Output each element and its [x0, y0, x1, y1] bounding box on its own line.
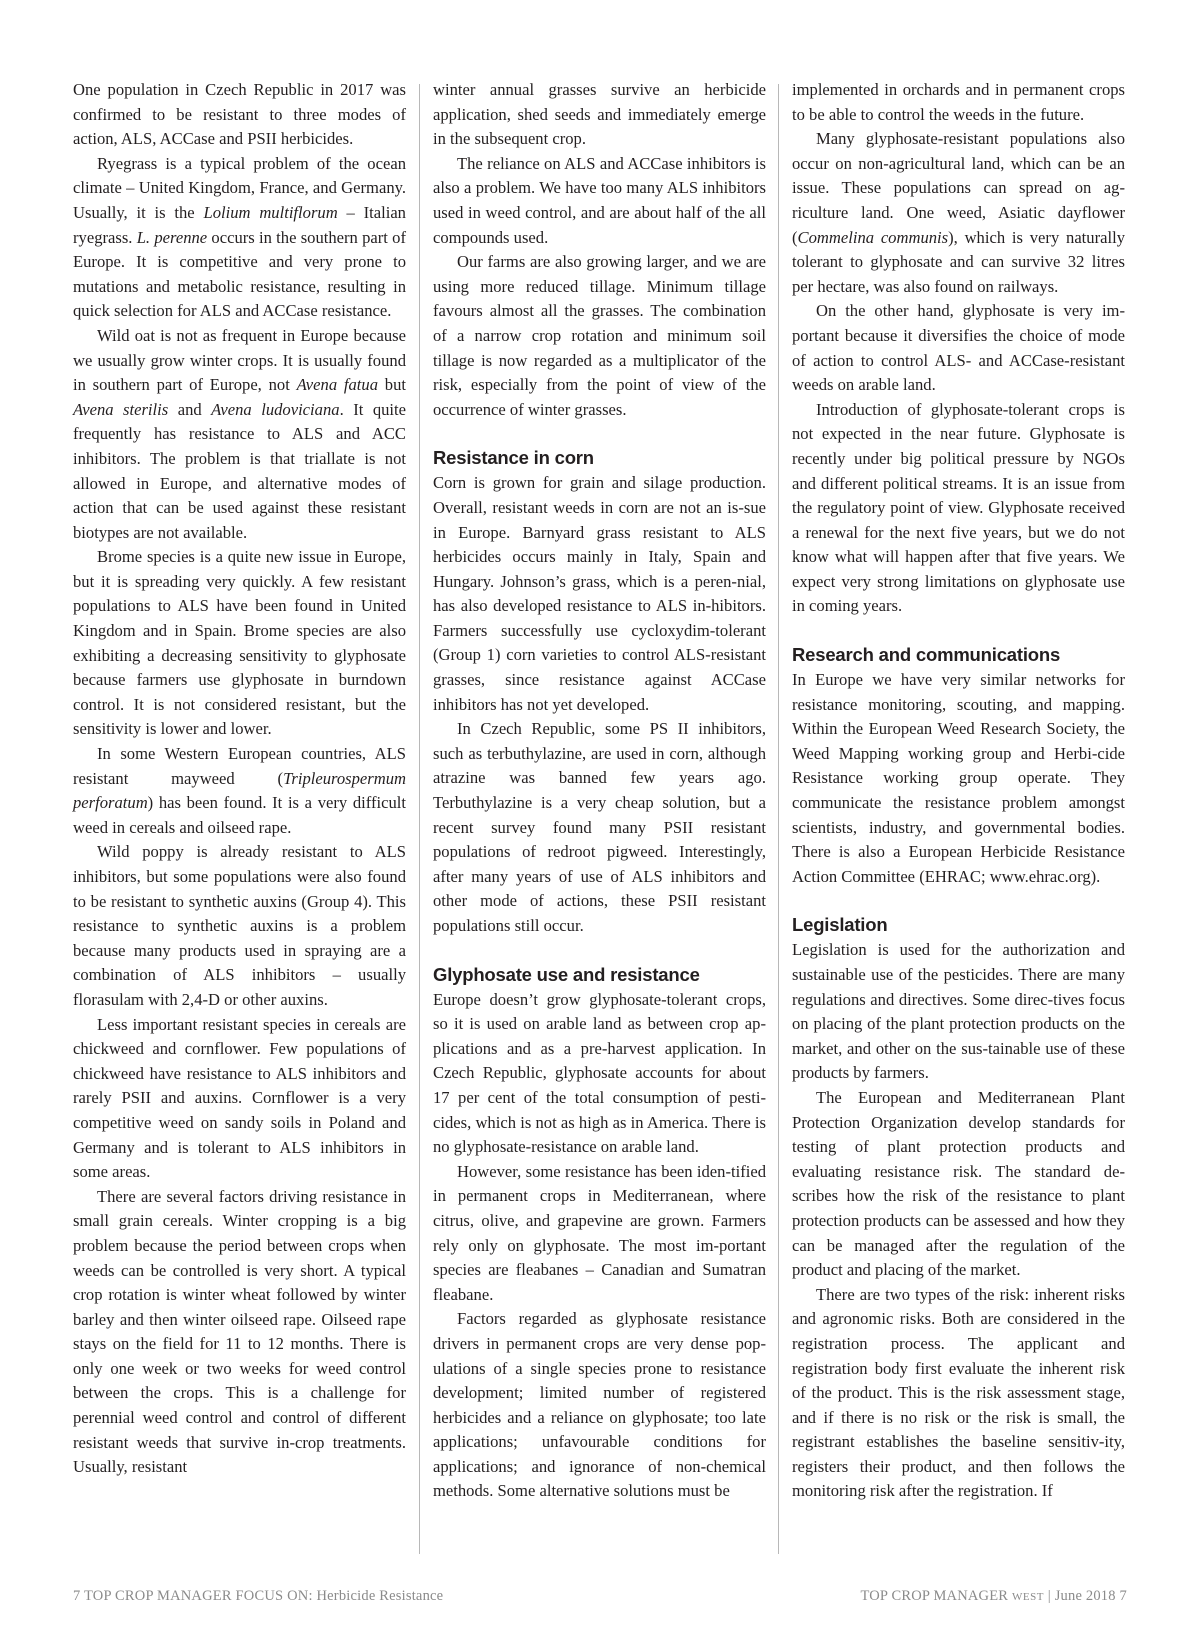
footer-publication: TOP CROP MANAGER: [860, 1588, 1009, 1604]
footer-edition: WEST: [1012, 1591, 1044, 1603]
text-run: Wild poppy is already resistant to ALS inhibitors, but some populations were also found to be resistant to synthetic auxins (Group 4). This resistance to synthetic auxins is a problem because many products used in spraying are a combination of ALS inhibitors – usually florasulam with 2,4-D or other auxins.: [73, 842, 406, 1009]
text-run: ), which is very naturally tolerant to glyphosate and can survive 32 litres per hectare, was also found on railways.: [792, 227, 1126, 296]
paragraph: [73, 742, 406, 840]
section-heading: Research and communications: [792, 644, 1061, 666]
paragraph: [792, 398, 1125, 619]
section-heading: Resistance in corn: [433, 447, 594, 469]
footer-left-folio: 7 TOP CROP MANAGER FOCUS ON: Herbicide Resistance: [73, 1588, 444, 1604]
text-run: Many glyphosate-resistant populations also occur on non-agricultural land, which can be an issue. These populations can spread on ag-riculture land. One weed, Asiatic dayflower (: [792, 129, 1125, 247]
text-run: Corn is grown for grain and silage production. Overall, resistant weeds in corn are not an is-sue in Europe. Barnyard grass resistant to ALS herbicides occurs mainly in Italy, Spain and Hungary. Johnson’s grass, which is a peren-nial, has also developed resistance to ALS in-hibitors. Farmers successfully use cycloxydim-tolerant (Group 1) corn varieties to control ALS-resistant grasses, since resistance against ACCase inhibitors has not yet developed.: [433, 473, 766, 714]
article-column-3: [792, 78, 1125, 1504]
text-run: Brome species is a quite new issue in Europe, but it is spreading very quickly. A few resistant populations to ALS have been found in United Kingdom and in Spain. Brome species are also exhibiting a decreasing sensitivity to glyphosate because farmers use glyphosate in burndown control. It is not considered resistant, but the sensitivity is lower and lower.: [73, 547, 406, 739]
paragraph: [792, 78, 1125, 127]
text-run: ) has been found. It is a very difficult weed in cereals and oilseed rape.: [73, 793, 406, 837]
paragraph: [792, 1086, 1125, 1283]
paragraph: [792, 938, 1125, 1086]
paragraph: [433, 78, 766, 152]
text-run: and: [168, 399, 212, 419]
text-run: However, some resistance has been iden-tified in permanent crops in Mediterranean, where citrus, olive, and grapevine are grown. Farmers rely only on glyphosate. The most im-portant species are fleabanes – Canadian and Sumatran fleabane.: [433, 1161, 766, 1304]
column-divider: [778, 84, 779, 1554]
paragraph: [792, 299, 1125, 397]
text-run: The reliance on ALS and ACCase inhibitors is also a problem. We have too many ALS inhibitors used in weed control, and are about half of the all compounds used.: [433, 153, 766, 247]
article-column-1: [73, 78, 406, 1480]
italic-species-name: Commelina communis: [797, 227, 949, 247]
paragraph: [433, 1307, 766, 1504]
text-run: Ryegrass is a typical problem of the ocean climate – United Kingdom, France, and Germany. Usually, it is the: [73, 153, 406, 222]
italic-species-name: L. perenne: [136, 227, 208, 247]
italic-species-name: Tripleurospermum perforatum: [73, 768, 406, 813]
text-run: implemented in orchards and in permanent crops to be able to control the weeds in the future.: [792, 80, 1125, 124]
paragraph: [792, 1283, 1125, 1504]
text-run: On the other hand, glyphosate is very im-portant because it diversifies the choice of mode of action to control ALS- and ACCase-resistant weeds on arable land.: [792, 301, 1125, 395]
paragraph: [73, 1185, 406, 1480]
text-run: . It quite frequently has resistance to ALS and ACC inhibitors. The problem is that triallate is not allowed in Europe, and alternative modes of action that can be used against these resistant biotypes are not available.: [73, 399, 407, 542]
text-run: Europe doesn’t grow glyphosate-tolerant crops, so it is used on arable land as between crop ap-plications and as a pre-harvest application. In Czech Republic, glyphosate accounts for about 17 per cent of the total consumption of pesti-cides, which is not as high as in America. There is no glyphosate-resistance on arable land.: [433, 989, 766, 1157]
paragraph: [433, 717, 766, 938]
text-run: In some Western European countries, ALS resistant mayweed (: [73, 744, 406, 788]
footer-right-folio: [860, 1588, 1127, 1605]
paragraph: [73, 545, 406, 742]
paragraph: [433, 988, 766, 1160]
paragraph: [73, 324, 406, 545]
text-run: The European and Mediterranean Plant Protection Organization develop standards for testing of plant protection products and evaluating resistance risk. The standard de-scribes how the risk of the resistance to plant protection products can be assessed and how they can be managed after the regulation of the product and placing of the market.: [792, 1087, 1125, 1280]
paragraph: [433, 1160, 766, 1308]
section-heading: Legislation: [792, 914, 888, 936]
paragraph: [73, 152, 406, 324]
text-run: Legislation is used for the authorization and sustainable use of the pesticides. There are many regulations and directives. Some direc-tives focus on placing of the plant protection products on the market, and other on the sus-tainable use of these products by farmers.: [792, 940, 1125, 1083]
footer-date-page: | June 2018 7: [1043, 1588, 1127, 1604]
text-run: – Italian ryegrass.: [73, 202, 406, 247]
paragraph: [73, 840, 406, 1012]
paragraph: [433, 152, 766, 250]
text-run: In Europe we have very similar networks for resistance monitoring, scouting, and mapping. Within the European Weed Research Society, the Weed Mapping working group and Herbi-cide Resistance working group operate. They communicate the resistance problem amongst scientists, industry, and governmental bodies. There is also a European Herbicide Resistance Action Committee (EHRAC; www.ehrac.org).: [792, 670, 1125, 886]
paragraph: [792, 127, 1125, 299]
italic-species-name: Lolium multiflorum: [203, 202, 338, 222]
text-run: but: [378, 375, 406, 395]
paragraph: [433, 471, 766, 717]
text-run: occurs in the southern part of Europe. It is competitive and very prone to mutations and metabolic resistance, resulting in quick selection for ALS and ACCase resistance.: [73, 227, 406, 321]
paragraph: [73, 1013, 406, 1185]
text-run: Factors regarded as glyphosate resistance drivers in permanent crops are very dense pop-ulations of a single species prone to resistance development; limited number of registered herbicides and a reliance on glyphosate; too late applications; unfavourable conditions for applications; and ignorance of non-chemical methods. Some alternative solutions must be: [433, 1309, 766, 1501]
text-run: Our farms are also growing larger, and we are using more reduced tillage. Minimum tillage favours almost all the grasses. The combination of a narrow crop rotation and minimum soil tillage is now regarded as a multiplicator of the risk, especially from the point of view of the occurrence of winter grasses.: [433, 252, 766, 419]
italic-species-name: Avena sterilis: [73, 399, 169, 419]
text-run: There are several factors driving resistance in small grain cereals. Winter cropping is a big problem because the period between crops when weeds can be controlled is very short. A typical crop rotation is winter wheat followed by winter barley and then winter oilseed rape. Oilseed rape stays on the field for 11 to 12 months. There is only one week or two weeks for weed control between the crops. This is a challenge for perennial weed control and control of different resistant weeds that survive in-crop treatments. Usually, resistant: [73, 1186, 406, 1477]
italic-species-name: Avena fatua: [296, 375, 379, 395]
paragraph: [792, 668, 1125, 889]
section-heading: Glyphosate use and resistance: [433, 963, 700, 985]
text-run: Introduction of glyphosate-tolerant crops is not expected in the near future. Glyphosate is recently under big political pressure by NGOs and different political streams. It is an issue from the regulatory point of view. Glyphosate received a renewal for the next five years, but we do not know what will happen after that five years. We expect very strong limitations on glyphosate use in coming years.: [792, 399, 1125, 616]
text-run: Less important resistant species in cereals are chickweed and cornflower. Few populations of chickweed have resistance to ALS inhibitors and rarely PSII and auxins. Cornflower is a very competitive weed on sandy soils in Poland and Germany and is tolerant to ALS inhibitors in some areas.: [73, 1014, 406, 1182]
text-run: Wild oat is not as frequent in Europe because we usually grow winter crops. It is usually found in southern part of Europe, not: [73, 325, 406, 395]
paragraph: [433, 250, 766, 422]
paragraph: [73, 78, 406, 152]
text-run: One population in Czech Republic in 2017 was confirmed to be resistant to three modes of action, ALS, ACCase and PSII herbicides.: [73, 80, 406, 149]
text-run: In Czech Republic, some PS II inhibitors, such as terbuthylazine, are used in corn, although atrazine was banned few years ago. Terbuthylazine is a very cheap solution, but a recent survey found many PSII resistant populations of redroot pigweed. Interestingly, after many years of use of ALS inhibitors and other mode of actions, these PSII resistant populations still occur.: [433, 719, 766, 935]
text-run: winter annual grasses survive an herbicide application, shed seeds and immediately emerge in the subsequent crop.: [433, 80, 766, 149]
column-divider: [419, 84, 420, 1554]
text-run: There are two types of the risk: inherent risks and agronomic risks. Both are considered in the registration process. The applicant and registration body first evaluate the inherent risk of the product. This is the risk assessment stage, and if there is no risk or the risk is small, the registrant establishes the baseline sensitiv-ity, registers their product, and then follows the monitoring risk after the registration. If: [792, 1284, 1125, 1501]
article-column-2: [433, 78, 766, 1504]
italic-species-name: Avena ludoviciana: [211, 399, 340, 419]
